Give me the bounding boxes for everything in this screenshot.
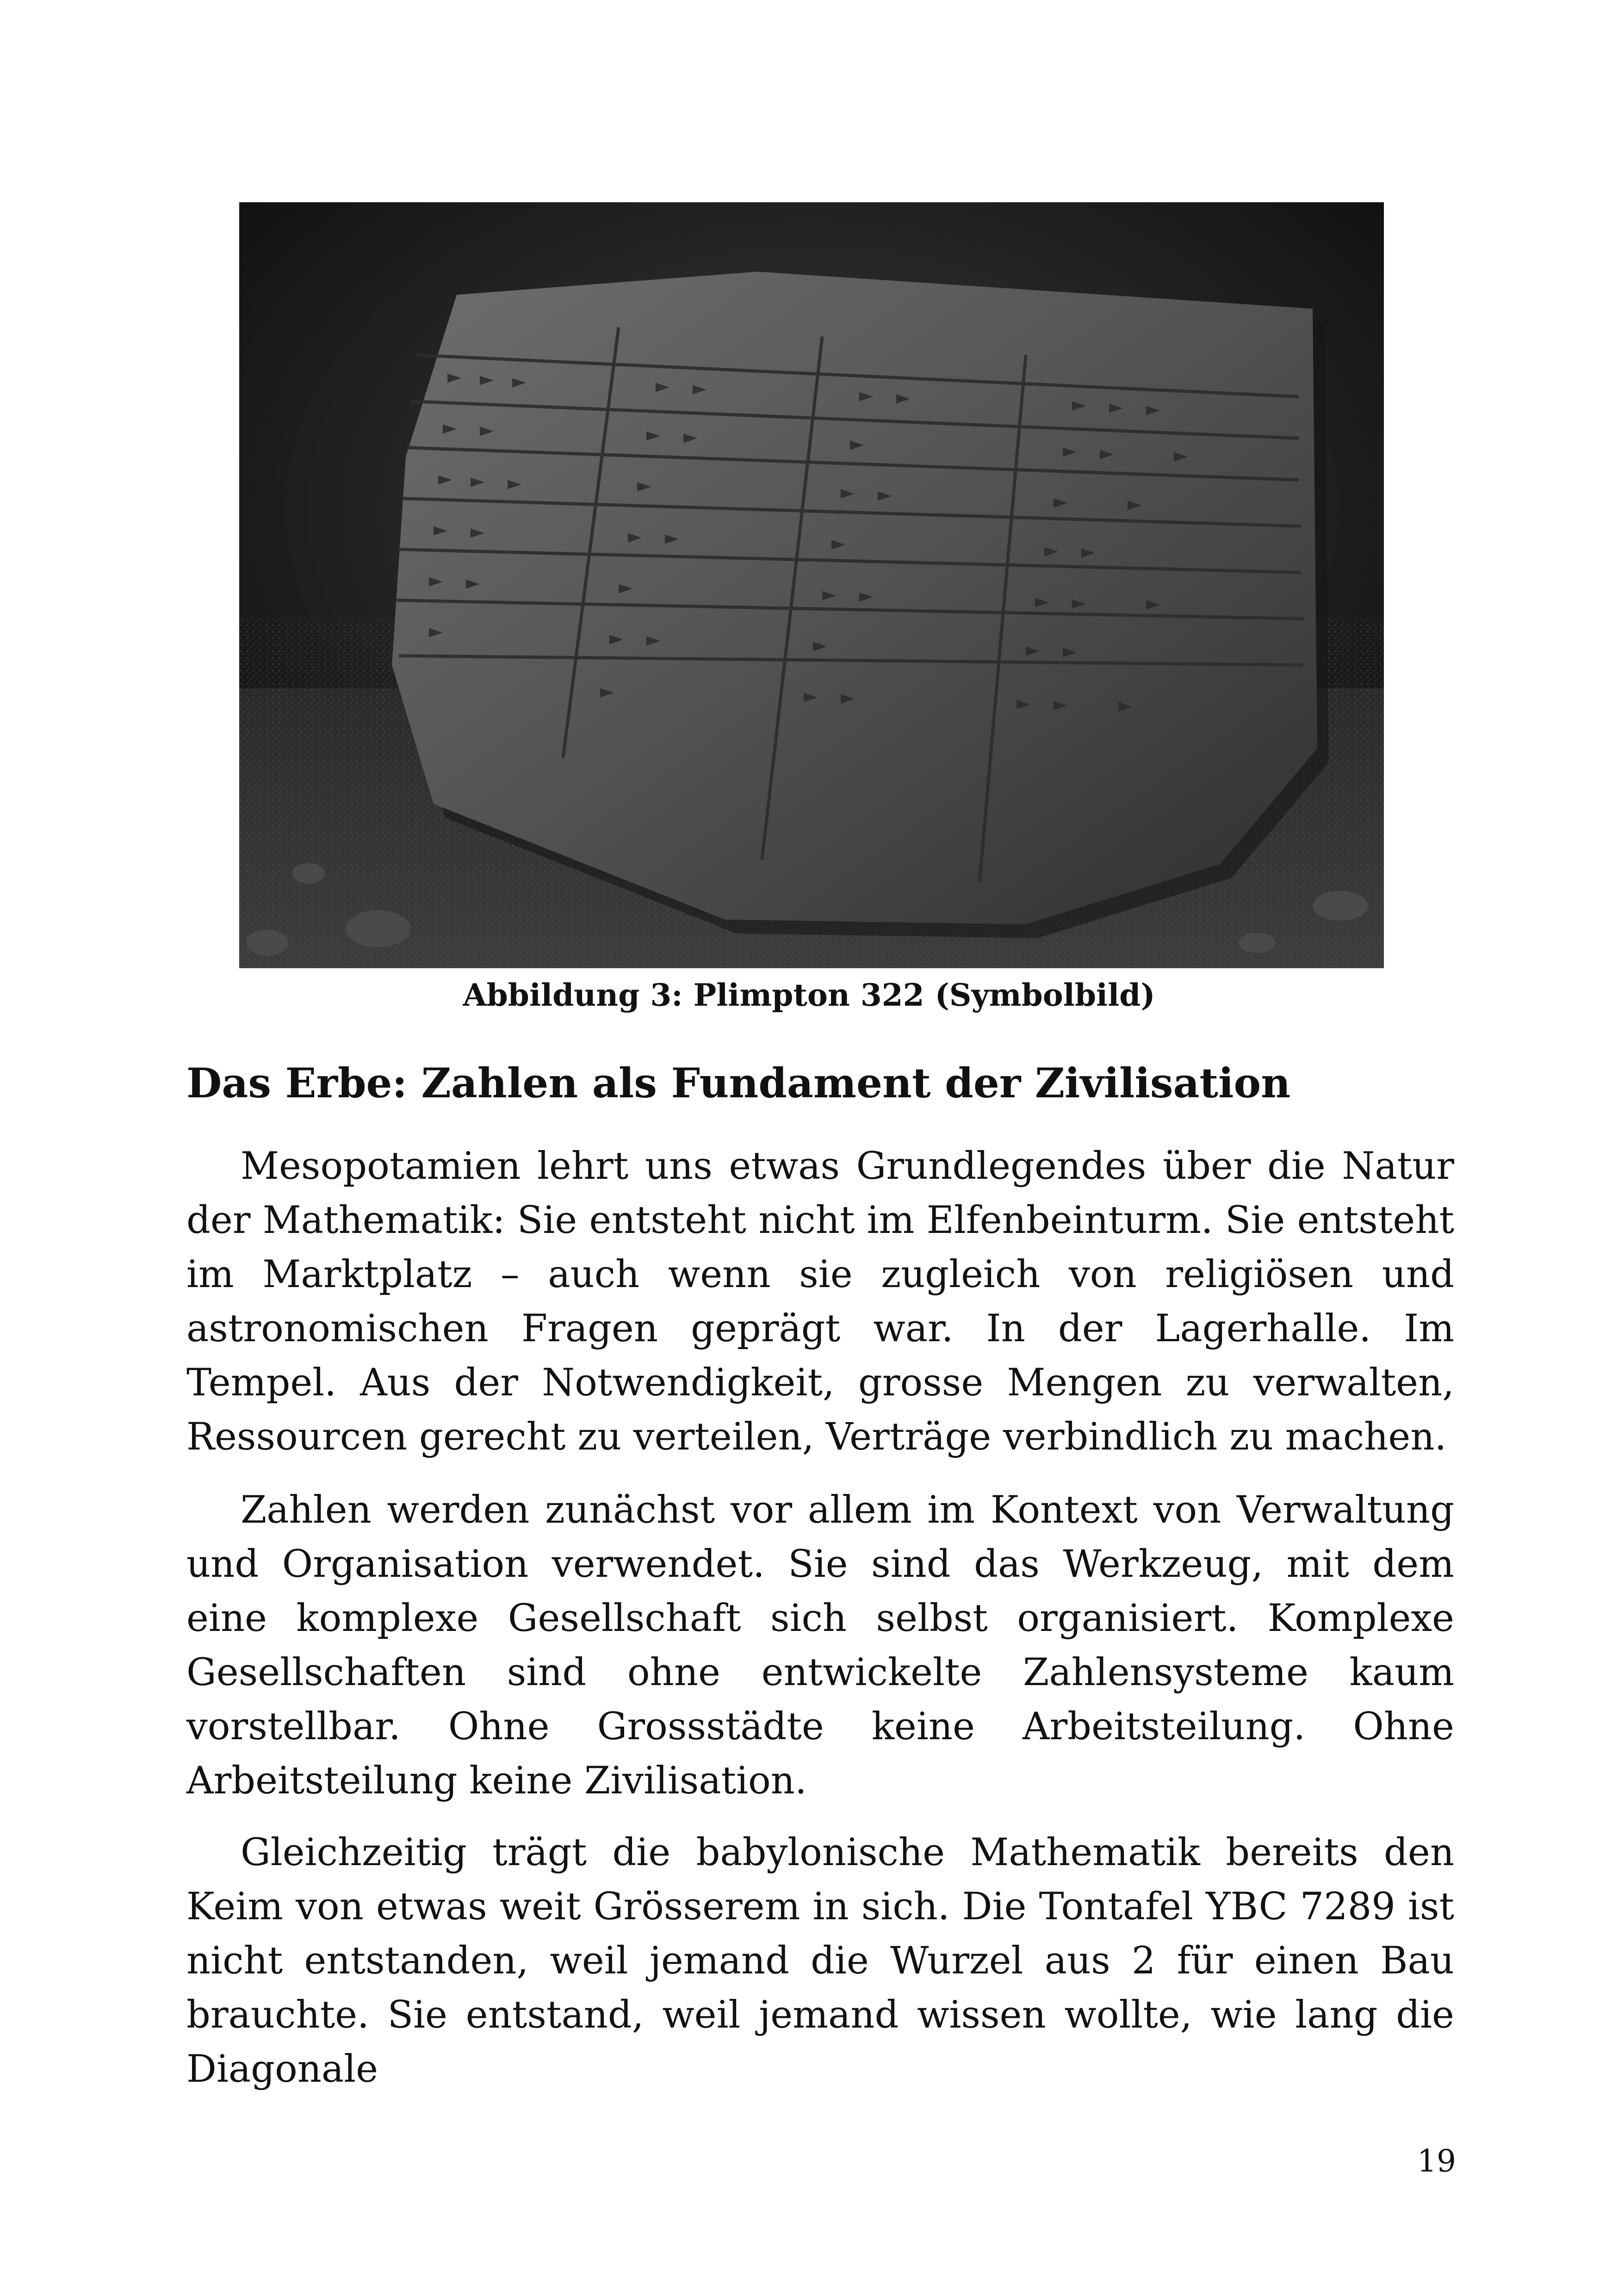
- cuneiform-tablet-icon: [239, 202, 1384, 968]
- figure-caption: Abbildung 3: Plimpton 322 (Symbolbild): [463, 977, 1155, 1013]
- paragraph-2: Zahlen werden zunächst vor allem im Kontext von Verwaltung und Organisation verwendet. Sie sind das Werkzeug, mit dem eine komplexe Gesellschaft sich selbst organisiert. Komplexe Gesellschaften sind ohne entwickelte Zahlensysteme kaum vorstellbar. Ohne Grossstädte keine Arbeitsteilung. Ohne Arbeitsteilung keine Zivilisation.: [186, 1488, 1454, 1803]
- paragraph-3: Gleichzeitig trägt die babylonische Mathematik bereits den Keim von etwas weit Grösserem in sich. Die Tontafel YBC 7289 ist nicht entstanden, weil jemand die Wurzel aus 2 für einen Bau brauchte. Sie entstand, weil jemand wissen wollte, wie lang die Diagonale: [186, 1831, 1454, 2091]
- paragraph-1: Mesopotamien lehrt uns etwas Grundlegendes über die Natur der Mathematik: Sie entsteht nicht im Elfenbeinturm. Sie entsteht im Marktplatz – auch wenn sie zugleich von religiösen und astronomischen Fragen geprägt war. In der Lagerhalle. Im Tempel. Aus der Notwendigkeit, grosse Mengen zu verwalten, Ressourcen gerecht zu verteilen, Verträge verbindlich zu machen.: [186, 1145, 1454, 1459]
- page-number: 19: [1417, 2143, 1456, 2179]
- tablet-photo: [239, 202, 1384, 968]
- section-heading: Das Erbe: Zahlen als Fundament der Zivilisation: [186, 1059, 1291, 1107]
